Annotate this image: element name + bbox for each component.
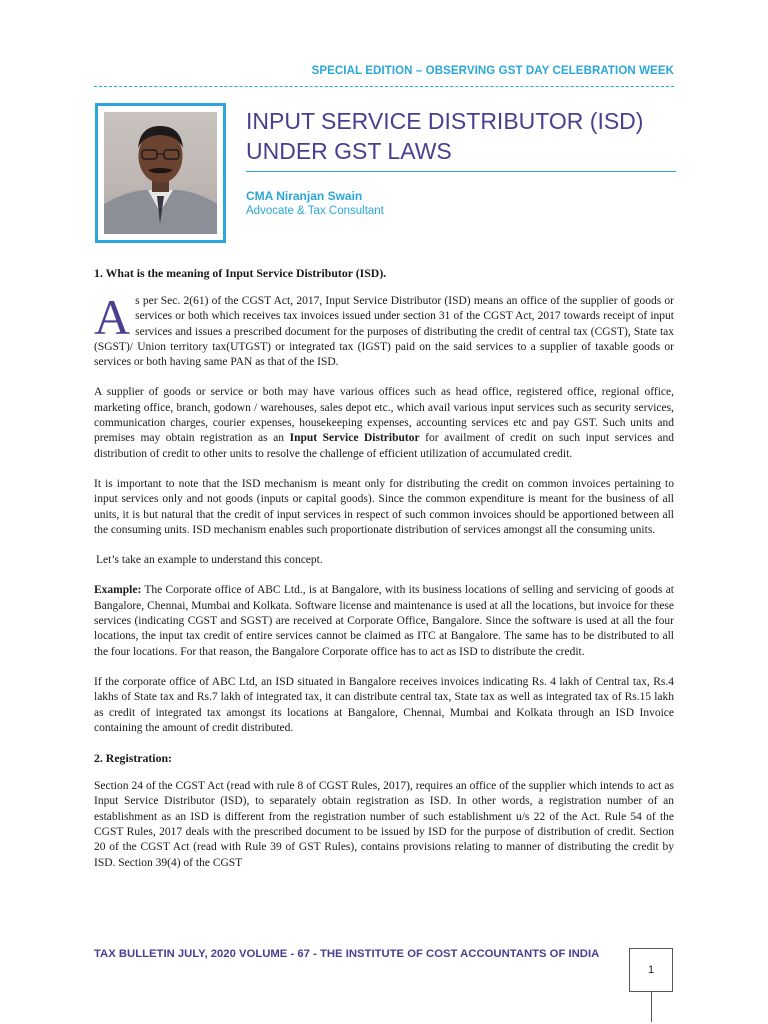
section-1-heading: 1. What is the meaning of Input Service Distributor (ISD). xyxy=(94,266,387,280)
section-1-paragraph-2-text-a: A supplier of goods or service or both may have various offices such as head office, registered office, regional office, marketing office, branch, godown / warehouses, sales depot etc., which avail various input services such as security services, communication charges, courier expenses, housekeeping expenses, accounting services etc and pay GST. Such units and premises may obtain registration as an xyxy=(94,386,674,445)
drop-cap: A xyxy=(94,289,131,345)
edition-header: SPECIAL EDITION – OBSERVING GST DAY CELEBRATION WEEK xyxy=(311,65,674,77)
section-2-heading: 2. Registration: xyxy=(94,751,172,766)
article-body xyxy=(94,266,674,886)
author-photo xyxy=(104,112,217,234)
title-underline xyxy=(246,171,676,172)
footer-publication: TAX BULLETIN JULY, 2020 VOLUME - 67 - THE INSTITUTE OF COST ACCOUNTANTS OF INDIA xyxy=(94,948,600,960)
article-title-line-2: UNDER GST LAWS xyxy=(246,138,452,164)
section-1-paragraph-5-text: The Corporate office of ABC Ltd., is at Bangalore, with its business locations of selling and servicing of goods at Bangalore, Chennai, Mumbai and Kolkata. Software license and maintenance is used at all the locations, but invoice for these services (indicating CGST and SGST) are received at Corporate Office, Bangalore. Since the software is used at all the four locations, the input tax credit of entire services cannot be claimed as ITC at Bangalore. The same has to be distributed to all the four locations. For that reason, the Bangalore Corporate office has to act as ISD to distribute the credit. xyxy=(94,584,674,658)
section-1-paragraph-5 xyxy=(94,583,674,659)
section-1-paragraph-1 xyxy=(94,289,674,370)
page-number-box: 1 xyxy=(629,948,673,992)
article-title-line-1: INPUT SERVICE DISTRIBUTOR (ISD) xyxy=(246,108,644,134)
section-1-paragraph-1-text: s per Sec. 2(61) of the CGST Act, 2017, Input Service Distributor (ISD) means an office of the supplier of goods or services or both which receives tax invoices issued under section 31 of the CGST Act, 2017 towards receipt of input services and issues a prescribed document for the purposes of distributing the credit of central tax (CGST), State tax (SGST)/ Union territory tax(UTGST) or integrated tax (IGST) paid on the said services to a supplier of taxable goods or services or both having same PAN as that of the ISD. xyxy=(94,295,674,369)
section-1-paragraph-4: Let’s take an example to understand this concept. xyxy=(96,554,323,567)
section-1-paragraph-6: If the corporate office of ABC Ltd, an ISD situated in Bangalore receives invoices indicating Rs. 4 lakh of Central tax, Rs.4 lakhs of State tax and Rs.7 lakh of integrated tax, it can distribute central tax, State tax as well as integrated tax of Rs.15 lakh as credit of integrated tax amongst its locations at Bangalore, Chennai, Mumbai and Kolkata through an ISD Invoice containing the amount of credit distributed. xyxy=(94,675,674,734)
section-1-paragraph-2-text-b: for availment of credit on such input services and distribution of credit to other units to resolve the challenge of efficient utilization of accumulated credit. xyxy=(94,432,674,460)
section-1-paragraph-2 xyxy=(94,385,674,461)
author-name: CMA Niranjan Swain xyxy=(246,189,363,203)
section-1-paragraph-2-bold: Input Service Distributor xyxy=(289,432,420,445)
author-role: Advocate & Tax Consultant xyxy=(246,205,384,217)
section-2-paragraph-1: Section 24 of the CGST Act (read with rule 8 of CGST Rules, 2017), requires an office of the supplier which intends to act as Input Service Distributor (ISD), to separately obtain registration as ISD. In other words, a registration number of an establishment as an ISD is different from the registration number of such establishment u/s 22 of the Act. Rule 54 of the CGST Rules, 2017 deals with the prescribed document to be issued by ISD for the purpose of distribution of credit. Section 20 of the CGST Act (read with Rule 39 of GST Rules), contains provisions relating to manner of distributing the credit by ISD. Section 39(4) of the CGST xyxy=(94,780,674,869)
example-label: Example: xyxy=(94,584,142,597)
page-number-stem xyxy=(651,992,652,1022)
author-portrait-image xyxy=(104,112,217,234)
article-title xyxy=(246,106,643,166)
header-divider xyxy=(94,86,674,87)
author-photo-frame xyxy=(95,103,226,243)
section-1-paragraph-3: It is important to note that the ISD mechanism is meant only for distributing the credit on common invoices pertaining to input services only and not goods (inputs or capital goods). Since the common expenditure is meant for the business of all units, it is but natural that the credit of input services in respect of such common invoices should be apportioned between all the consuming units. ISD mechanism enables such proportionate distribution of services amongst all the consuming units. xyxy=(94,477,674,536)
